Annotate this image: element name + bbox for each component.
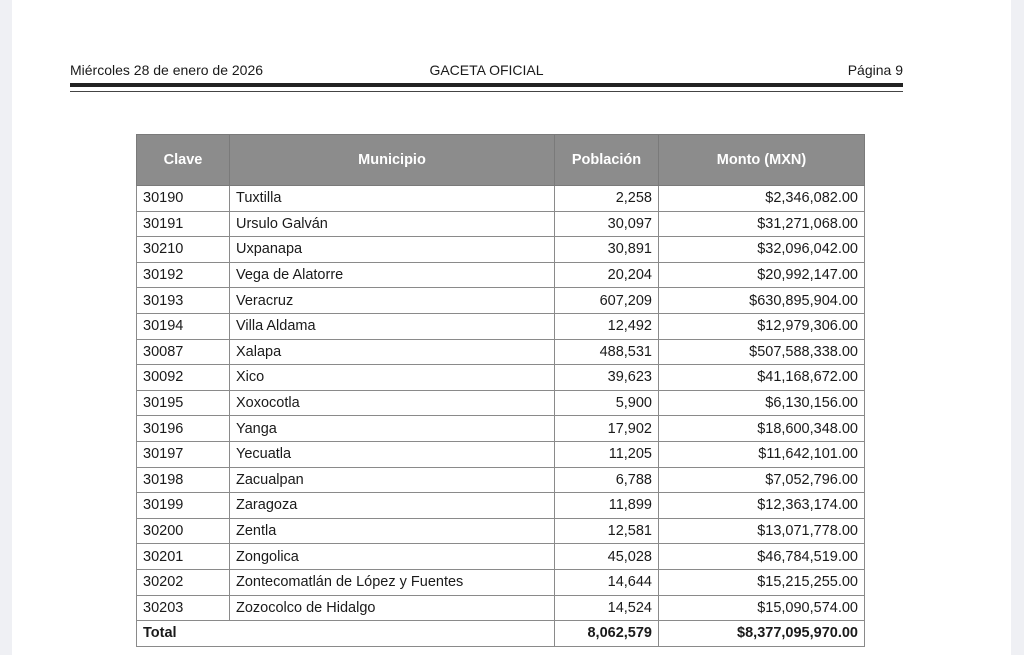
cell-municipio: Uxpanapa bbox=[230, 237, 555, 263]
table-header-row bbox=[137, 135, 865, 186]
cell-monto: $18,600,348.00 bbox=[659, 416, 865, 442]
cell-clave: 30087 bbox=[137, 339, 230, 365]
cell-poblacion: 607,209 bbox=[555, 288, 659, 314]
cell-monto: $15,090,574.00 bbox=[659, 595, 865, 621]
cell-monto: $15,215,255.00 bbox=[659, 569, 865, 595]
cell-municipio: Zongolica bbox=[230, 544, 555, 570]
cell-monto: $12,363,174.00 bbox=[659, 493, 865, 519]
cell-poblacion: 6,788 bbox=[555, 467, 659, 493]
cell-clave: 30210 bbox=[137, 237, 230, 263]
table-row bbox=[137, 416, 865, 442]
cell-municipio: Yecuatla bbox=[230, 441, 555, 467]
cell-clave: 30199 bbox=[137, 493, 230, 519]
cell-municipio: Zacualpan bbox=[230, 467, 555, 493]
table-row bbox=[137, 595, 865, 621]
cell-monto: $13,071,778.00 bbox=[659, 518, 865, 544]
table-row bbox=[137, 493, 865, 519]
cell-poblacion: 14,644 bbox=[555, 569, 659, 595]
cell-monto: $7,052,796.00 bbox=[659, 467, 865, 493]
cell-monto: $20,992,147.00 bbox=[659, 262, 865, 288]
total-poblacion: 8,062,579 bbox=[555, 621, 659, 647]
cell-poblacion: 39,623 bbox=[555, 365, 659, 391]
cell-poblacion: 45,028 bbox=[555, 544, 659, 570]
cell-clave: 30202 bbox=[137, 569, 230, 595]
cell-poblacion: 30,097 bbox=[555, 211, 659, 237]
cell-monto: $41,168,672.00 bbox=[659, 365, 865, 391]
cell-poblacion: 12,492 bbox=[555, 313, 659, 339]
table-row bbox=[137, 441, 865, 467]
header-rule-thin bbox=[70, 91, 903, 92]
cell-clave: 30192 bbox=[137, 262, 230, 288]
column-header-clave: Clave bbox=[137, 135, 230, 186]
cell-clave: 30198 bbox=[137, 467, 230, 493]
header-title: GACETA OFICIAL bbox=[429, 62, 544, 78]
total-label: Total bbox=[137, 621, 555, 647]
cell-poblacion: 14,524 bbox=[555, 595, 659, 621]
table-row bbox=[137, 211, 865, 237]
cell-municipio: Zozocolco de Hidalgo bbox=[230, 595, 555, 621]
table-row bbox=[137, 186, 865, 212]
table-row bbox=[137, 518, 865, 544]
table-row bbox=[137, 339, 865, 365]
cell-clave: 30194 bbox=[137, 313, 230, 339]
cell-municipio: Ursulo Galván bbox=[230, 211, 555, 237]
cell-monto: $11,642,101.00 bbox=[659, 441, 865, 467]
cell-municipio: Zontecomatlán de López y Fuentes bbox=[230, 569, 555, 595]
table-row bbox=[137, 569, 865, 595]
cell-clave: 30196 bbox=[137, 416, 230, 442]
cell-monto: $12,979,306.00 bbox=[659, 313, 865, 339]
cell-municipio: Veracruz bbox=[230, 288, 555, 314]
cell-clave: 30200 bbox=[137, 518, 230, 544]
column-header-poblacion: Población bbox=[555, 135, 659, 186]
table-row bbox=[137, 365, 865, 391]
cell-municipio: Xoxocotla bbox=[230, 390, 555, 416]
header-rule-thick bbox=[70, 83, 903, 87]
cell-poblacion: 2,258 bbox=[555, 186, 659, 212]
cell-clave: 30195 bbox=[137, 390, 230, 416]
table-row bbox=[137, 262, 865, 288]
cell-clave: 30203 bbox=[137, 595, 230, 621]
total-monto: $8,377,095,970.00 bbox=[659, 621, 865, 647]
cell-clave: 30197 bbox=[137, 441, 230, 467]
cell-monto: $507,588,338.00 bbox=[659, 339, 865, 365]
cell-poblacion: 488,531 bbox=[555, 339, 659, 365]
cell-poblacion: 12,581 bbox=[555, 518, 659, 544]
column-header-monto: Monto (MXN) bbox=[659, 135, 865, 186]
cell-municipio: Zentla bbox=[230, 518, 555, 544]
cell-clave: 30191 bbox=[137, 211, 230, 237]
table-row bbox=[137, 544, 865, 570]
cell-clave: 30193 bbox=[137, 288, 230, 314]
table-row bbox=[137, 313, 865, 339]
page-header bbox=[70, 62, 903, 80]
cell-monto: $46,784,519.00 bbox=[659, 544, 865, 570]
cell-municipio: Xico bbox=[230, 365, 555, 391]
cell-monto: $32,096,042.00 bbox=[659, 237, 865, 263]
header-page-number: Página 9 bbox=[847, 62, 903, 78]
cell-monto: $2,346,082.00 bbox=[659, 186, 865, 212]
table-row bbox=[137, 288, 865, 314]
cell-monto: $6,130,156.00 bbox=[659, 390, 865, 416]
cell-municipio: Vega de Alatorre bbox=[230, 262, 555, 288]
cell-monto: $630,895,904.00 bbox=[659, 288, 865, 314]
table-row bbox=[137, 237, 865, 263]
cell-clave: 30092 bbox=[137, 365, 230, 391]
municipios-table bbox=[136, 134, 865, 647]
cell-municipio: Villa Aldama bbox=[230, 313, 555, 339]
column-header-municipio: Municipio bbox=[230, 135, 555, 186]
cell-poblacion: 30,891 bbox=[555, 237, 659, 263]
cell-poblacion: 20,204 bbox=[555, 262, 659, 288]
cell-municipio: Xalapa bbox=[230, 339, 555, 365]
table-row bbox=[137, 390, 865, 416]
cell-poblacion: 5,900 bbox=[555, 390, 659, 416]
cell-poblacion: 17,902 bbox=[555, 416, 659, 442]
table-row bbox=[137, 467, 865, 493]
cell-clave: 30190 bbox=[137, 186, 230, 212]
header-date: Miércoles 28 de enero de 2026 bbox=[70, 62, 264, 78]
cell-municipio: Yanga bbox=[230, 416, 555, 442]
cell-poblacion: 11,899 bbox=[555, 493, 659, 519]
cell-municipio: Zaragoza bbox=[230, 493, 555, 519]
cell-monto: $31,271,068.00 bbox=[659, 211, 865, 237]
cell-poblacion: 11,205 bbox=[555, 441, 659, 467]
table-total-row bbox=[137, 621, 865, 647]
cell-clave: 30201 bbox=[137, 544, 230, 570]
cell-municipio: Tuxtilla bbox=[230, 186, 555, 212]
